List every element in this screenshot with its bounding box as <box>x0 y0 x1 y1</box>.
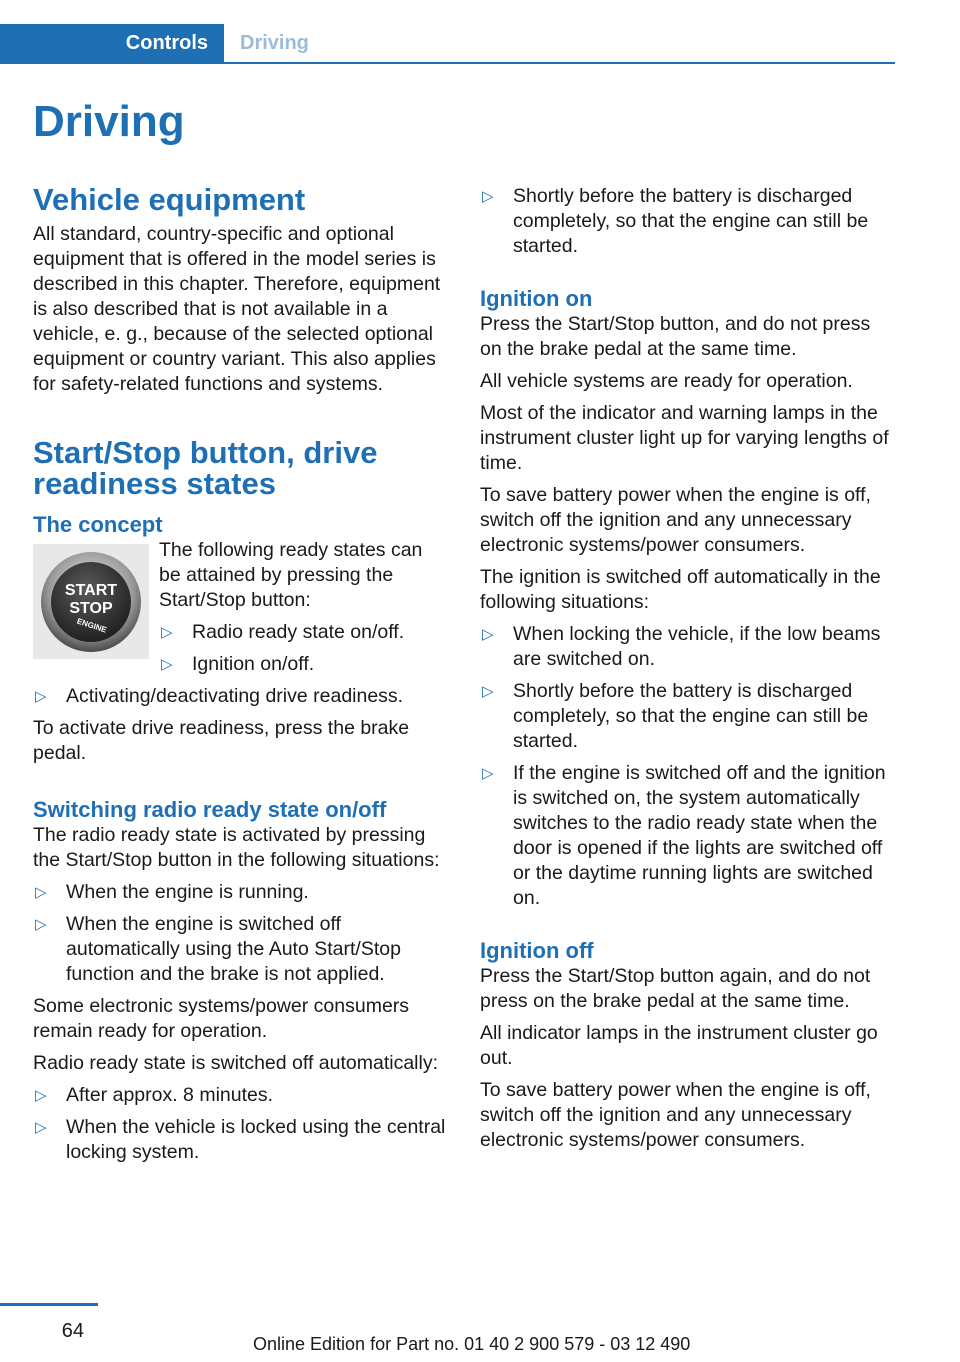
list-item: ▷ If the engine is switched off and the ignition is switched on, the system automatically switches to the radio ready state when the door is opened if the lights are switched off or the daytime running lights are switched on. <box>482 762 886 909</box>
tab-controls[interactable]: Controls <box>0 24 224 62</box>
ignition-on-p2: All vehicle systems are ready for operation. <box>480 370 853 392</box>
left-column <box>33 184 449 1165</box>
radio-ready-note1: Some electronic systems/power consumers remain ready for operation. <box>33 995 410 1042</box>
list-item: ▷ Shortly before the battery is discharged completely, so that the engine can still be started. <box>482 185 869 257</box>
bullet-triangle-icon: ▷ <box>35 916 47 933</box>
ignition-on-p3: Most of the indicator and warning lamps in the instrument cluster light up for varying lengths of time. <box>480 402 889 474</box>
bullet-triangle-icon: ▷ <box>482 626 494 643</box>
page-title: Driving <box>33 97 185 146</box>
svg-text:ENGINE: ENGINE <box>75 616 108 635</box>
list-item: ▷ Activating/deactivating drive readiness. <box>35 685 404 707</box>
ignition-on-p1: Press the Start/Stop button, and do not press on the brake pedal at the same time. <box>480 313 871 360</box>
radio-ready-intro: The radio ready state is activated by pressing the Start/Stop button in the following situations: <box>33 824 440 871</box>
right-column <box>480 184 896 1153</box>
list-item: ▷ When the vehicle is locked using the central locking system. <box>35 1116 446 1163</box>
concept-block <box>33 538 449 677</box>
bullet-triangle-icon: ▷ <box>482 188 494 205</box>
ignition-off-p2: All indicator lamps in the instrument cluster go out. <box>480 1022 878 1069</box>
list-item: ▷ When the engine is switched off automatically using the Auto Start/Stop function and the brake is not applied. <box>35 913 401 985</box>
bullet-triangle-icon: ▷ <box>482 683 494 700</box>
start-stop-button-image <box>33 544 149 659</box>
svg-text:STOP: STOP <box>69 599 113 617</box>
ignition-off-p1: Press the Start/Stop button again, and do not press on the brake pedal at the same time. <box>480 965 871 1012</box>
ignition-on-p4: To save battery power when the engine is off, switch off the ignition and any unnecessary electronic systems/power consumers. <box>480 484 871 556</box>
bullet-triangle-icon: ▷ <box>35 1087 47 1104</box>
footer-edition: Online Edition for Part no. 01 40 2 900 579 - 03 12 490 <box>253 1334 691 1354</box>
bullet-triangle-icon: ▷ <box>482 765 494 782</box>
ignition-off-p3: To save battery power when the engine is off, switch off the ignition and any unnecessary electronic systems/power consumers. <box>480 1079 871 1151</box>
tab-driving[interactable]: Driving <box>240 31 309 54</box>
list-item: ▷ Radio ready state on/off. <box>161 621 405 643</box>
bullet-triangle-icon: ▷ <box>161 656 173 673</box>
bullet-triangle-icon: ▷ <box>35 1119 47 1136</box>
vehicle-equipment-text: All standard, country-specific and optional equipment that is offered in the model series is described in this chapter. Therefore, equipment is also described that is not available in a vehicle, e. g., because of the selected optional equipment or country variant. This also applies for safety-related functions and systems. <box>33 223 441 395</box>
list-item: ▷ When the engine is running. <box>35 881 309 903</box>
heading-ignition-on: Ignition on <box>480 286 593 311</box>
bullet-triangle-icon: ▷ <box>161 624 173 641</box>
svg-text:START: START <box>64 581 118 599</box>
list-item: ▷ Ignition on/off. <box>161 653 315 675</box>
page-number: 64 <box>61 1320 84 1342</box>
list-item: ▷ When locking the vehicle, if the low beams are switched on. <box>482 623 881 670</box>
bullet-triangle-icon: ▷ <box>35 884 47 901</box>
heading-concept: The concept <box>33 512 163 537</box>
concept-intro: The following ready states can be attained by pressing the Start/Stop button: <box>159 539 423 611</box>
start-stop-engine-icon <box>39 550 143 654</box>
list-item: ▷ After approx. 8 minutes. <box>35 1084 274 1106</box>
heading-radio-ready: Switching radio ready state on/off <box>33 797 387 822</box>
activate-note: To activate drive readiness, press the brake pedal. <box>33 717 410 764</box>
heading-start-stop: Start/Stop button, drive readiness states <box>33 435 378 501</box>
heading-ignition-off: Ignition off <box>480 938 594 963</box>
ignition-on-p5: The ignition is switched off automatically in the following situations: <box>480 566 881 613</box>
page-number-rule <box>0 1303 98 1306</box>
bullet-triangle-icon: ▷ <box>35 688 47 705</box>
list-item: ▷ Shortly before the battery is discharged completely, so that the engine can still be started. <box>482 680 869 752</box>
heading-vehicle-equipment: Vehicle equipment <box>33 182 306 217</box>
radio-ready-note2: Radio ready state is switched off automatically: <box>33 1052 439 1074</box>
